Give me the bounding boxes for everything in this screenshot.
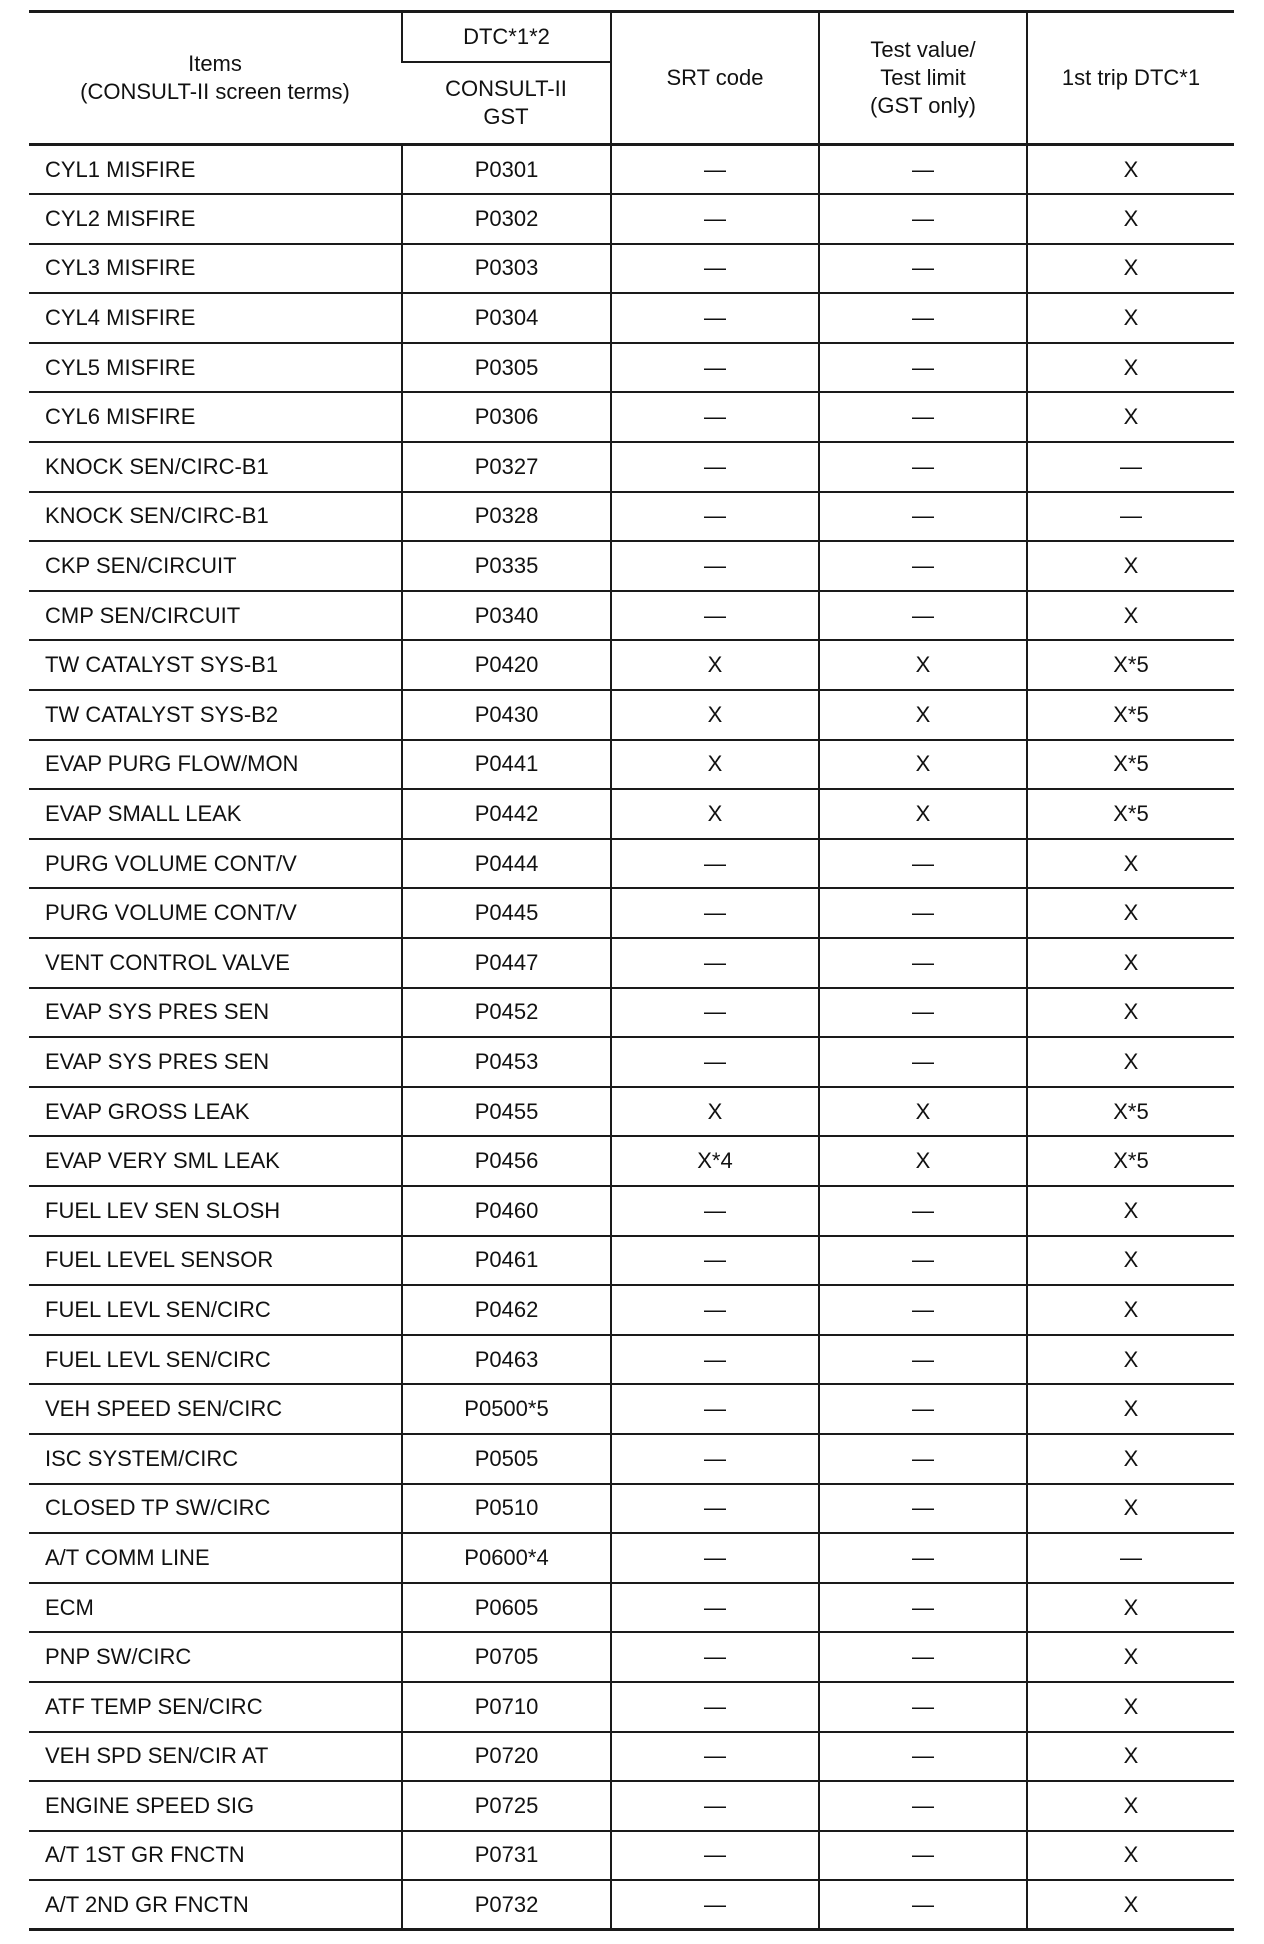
- srt-code-cell: —: [611, 1037, 819, 1087]
- dtc-code-cell: P0720: [402, 1732, 611, 1782]
- test-value-cell: —: [819, 1533, 1027, 1583]
- srt-code-cell: —: [611, 839, 819, 889]
- test-value-cell: —: [819, 839, 1027, 889]
- first-trip-dtc-cell: X: [1027, 1880, 1234, 1930]
- first-trip-dtc-cell: X: [1027, 1831, 1234, 1881]
- test-value-cell: —: [819, 244, 1027, 294]
- dtc-code-cell: P0505: [402, 1434, 611, 1484]
- srt-code-cell: —: [611, 1186, 819, 1236]
- table-row: [29, 1583, 1234, 1633]
- test-value-cell: —: [819, 1781, 1027, 1831]
- header-dtc-label: DTC*1*2: [463, 24, 550, 49]
- srt-code-cell: X: [611, 789, 819, 839]
- header-trip-label: 1st trip DTC*1: [1061, 65, 1201, 90]
- srt-code-cell: —: [611, 1533, 819, 1583]
- test-value-cell: —: [819, 1186, 1027, 1236]
- first-trip-dtc-cell: X: [1027, 1434, 1234, 1484]
- header-test-line3: (GST only): [870, 93, 976, 118]
- item-cell: ENGINE SPEED SIG: [29, 1781, 402, 1831]
- dtc-code-cell: P0605: [402, 1583, 611, 1633]
- test-value-cell: —: [819, 888, 1027, 938]
- first-trip-dtc-cell: X*5: [1027, 690, 1234, 740]
- table-row: [29, 343, 1234, 393]
- srt-code-cell: —: [611, 1632, 819, 1682]
- test-value-cell: —: [819, 988, 1027, 1038]
- test-value-cell: X: [819, 789, 1027, 839]
- item-cell: PURG VOLUME CONT/V: [29, 888, 402, 938]
- item-cell: PURG VOLUME CONT/V: [29, 839, 402, 889]
- table-row: [29, 740, 1234, 790]
- table-row: [29, 1136, 1234, 1186]
- first-trip-dtc-cell: X: [1027, 194, 1234, 244]
- first-trip-dtc-cell: X: [1027, 1037, 1234, 1087]
- item-cell: A/T 1ST GR FNCTN: [29, 1831, 402, 1881]
- dtc-code-cell: P0420: [402, 640, 611, 690]
- header-test: [819, 12, 1027, 145]
- dtc-code-cell: P0327: [402, 442, 611, 492]
- item-cell: EVAP VERY SML LEAK: [29, 1136, 402, 1186]
- first-trip-dtc-cell: X*5: [1027, 1136, 1234, 1186]
- srt-code-cell: —: [611, 1880, 819, 1930]
- item-cell: CMP SEN/CIRCUIT: [29, 591, 402, 641]
- srt-code-cell: —: [611, 145, 819, 195]
- dtc-code-cell: P0463: [402, 1335, 611, 1385]
- srt-code-cell: —: [611, 194, 819, 244]
- dtc-code-cell: P0441: [402, 740, 611, 790]
- item-cell: FUEL LEVL SEN/CIRC: [29, 1285, 402, 1335]
- dtc-code-cell: P0705: [402, 1632, 611, 1682]
- test-value-cell: —: [819, 194, 1027, 244]
- table-row: [29, 492, 1234, 542]
- first-trip-dtc-cell: X: [1027, 343, 1234, 393]
- item-cell: CKP SEN/CIRCUIT: [29, 541, 402, 591]
- dtc-table: [29, 10, 1234, 1931]
- srt-code-cell: —: [611, 1484, 819, 1534]
- test-value-cell: —: [819, 1484, 1027, 1534]
- srt-code-cell: —: [611, 1285, 819, 1335]
- srt-code-cell: —: [611, 392, 819, 442]
- table-row: [29, 988, 1234, 1038]
- srt-code-cell: X: [611, 640, 819, 690]
- table-row: [29, 194, 1234, 244]
- test-value-cell: —: [819, 1236, 1027, 1286]
- first-trip-dtc-cell: X: [1027, 1682, 1234, 1732]
- test-value-cell: —: [819, 442, 1027, 492]
- srt-code-cell: —: [611, 1682, 819, 1732]
- first-trip-dtc-cell: X: [1027, 541, 1234, 591]
- srt-code-cell: —: [611, 1732, 819, 1782]
- first-trip-dtc-cell: —: [1027, 492, 1234, 542]
- first-trip-dtc-cell: X: [1027, 293, 1234, 343]
- test-value-cell: —: [819, 1880, 1027, 1930]
- test-value-cell: —: [819, 492, 1027, 542]
- item-cell: FUEL LEV SEN SLOSH: [29, 1186, 402, 1236]
- header-trip: [1027, 12, 1234, 145]
- table-row: [29, 293, 1234, 343]
- srt-code-cell: —: [611, 1781, 819, 1831]
- dtc-code-cell: P0306: [402, 392, 611, 442]
- dtc-code-cell: P0445: [402, 888, 611, 938]
- srt-code-cell: X: [611, 690, 819, 740]
- item-cell: CYL4 MISFIRE: [29, 293, 402, 343]
- item-cell: CLOSED TP SW/CIRC: [29, 1484, 402, 1534]
- test-value-cell: —: [819, 1682, 1027, 1732]
- dtc-code-cell: P0301: [402, 145, 611, 195]
- table-row: [29, 839, 1234, 889]
- first-trip-dtc-cell: X: [1027, 1335, 1234, 1385]
- table-row: [29, 1335, 1234, 1385]
- dtc-code-cell: P0304: [402, 293, 611, 343]
- dtc-code-cell: P0725: [402, 1781, 611, 1831]
- first-trip-dtc-cell: X: [1027, 1186, 1234, 1236]
- dtc-code-cell: P0456: [402, 1136, 611, 1186]
- srt-code-cell: —: [611, 1831, 819, 1881]
- header-consult-line2: GST: [483, 104, 529, 129]
- table-row: [29, 1285, 1234, 1335]
- test-value-cell: X: [819, 740, 1027, 790]
- test-value-cell: X: [819, 690, 1027, 740]
- first-trip-dtc-cell: X: [1027, 1236, 1234, 1286]
- dtc-code-cell: P0462: [402, 1285, 611, 1335]
- item-cell: KNOCK SEN/CIRC-B1: [29, 442, 402, 492]
- test-value-cell: —: [819, 293, 1027, 343]
- table-body: [29, 145, 1234, 1930]
- srt-code-cell: —: [611, 343, 819, 393]
- srt-code-cell: —: [611, 442, 819, 492]
- table-row: [29, 1880, 1234, 1930]
- item-cell: A/T COMM LINE: [29, 1533, 402, 1583]
- dtc-code-cell: P0731: [402, 1831, 611, 1881]
- item-cell: EVAP PURG FLOW/MON: [29, 740, 402, 790]
- dtc-code-cell: P0710: [402, 1682, 611, 1732]
- header-srt: [611, 12, 819, 145]
- first-trip-dtc-cell: X: [1027, 988, 1234, 1038]
- item-cell: CYL2 MISFIRE: [29, 194, 402, 244]
- srt-code-cell: —: [611, 541, 819, 591]
- table-row: [29, 591, 1234, 641]
- srt-code-cell: —: [611, 988, 819, 1038]
- table-row: [29, 1831, 1234, 1881]
- header-row-1: [29, 12, 1234, 63]
- header-items-line1: Items: [188, 51, 242, 76]
- dtc-code-cell: P0335: [402, 541, 611, 591]
- dtc-code-cell: P0305: [402, 343, 611, 393]
- table-row: [29, 1434, 1234, 1484]
- table-row: [29, 1632, 1234, 1682]
- first-trip-dtc-cell: X: [1027, 1484, 1234, 1534]
- header-items: [29, 12, 402, 145]
- first-trip-dtc-cell: X: [1027, 392, 1234, 442]
- dtc-code-cell: P0460: [402, 1186, 611, 1236]
- table-row: [29, 541, 1234, 591]
- item-cell: TW CATALYST SYS-B1: [29, 640, 402, 690]
- item-cell: CYL6 MISFIRE: [29, 392, 402, 442]
- test-value-cell: —: [819, 145, 1027, 195]
- srt-code-cell: —: [611, 1434, 819, 1484]
- header-test-line2: Test limit: [880, 65, 966, 90]
- item-cell: ISC SYSTEM/CIRC: [29, 1434, 402, 1484]
- dtc-code-cell: P0455: [402, 1087, 611, 1137]
- dtc-code-cell: P0447: [402, 938, 611, 988]
- test-value-cell: —: [819, 1037, 1027, 1087]
- table-header: [29, 12, 1234, 145]
- test-value-cell: —: [819, 343, 1027, 393]
- item-cell: CYL5 MISFIRE: [29, 343, 402, 393]
- dtc-code-cell: P0442: [402, 789, 611, 839]
- dtc-code-cell: P0600*4: [402, 1533, 611, 1583]
- srt-code-cell: —: [611, 888, 819, 938]
- item-cell: ECM: [29, 1583, 402, 1633]
- first-trip-dtc-cell: X: [1027, 1732, 1234, 1782]
- header-test-line1: Test value/: [870, 37, 976, 62]
- dtc-code-cell: P0328: [402, 492, 611, 542]
- table-row: [29, 789, 1234, 839]
- first-trip-dtc-cell: X*5: [1027, 789, 1234, 839]
- table-row: [29, 442, 1234, 492]
- first-trip-dtc-cell: X: [1027, 591, 1234, 641]
- dtc-code-cell: P0461: [402, 1236, 611, 1286]
- item-cell: CYL1 MISFIRE: [29, 145, 402, 195]
- table-row: [29, 1384, 1234, 1434]
- first-trip-dtc-cell: X*5: [1027, 1087, 1234, 1137]
- item-cell: EVAP SYS PRES SEN: [29, 1037, 402, 1087]
- table-row: [29, 1186, 1234, 1236]
- table-row: [29, 1533, 1234, 1583]
- table-row: [29, 1484, 1234, 1534]
- test-value-cell: —: [819, 1384, 1027, 1434]
- table-row: [29, 1037, 1234, 1087]
- first-trip-dtc-cell: X: [1027, 839, 1234, 889]
- dtc-code-cell: P0500*5: [402, 1384, 611, 1434]
- first-trip-dtc-cell: X: [1027, 1781, 1234, 1831]
- item-cell: VENT CONTROL VALVE: [29, 938, 402, 988]
- first-trip-dtc-cell: X: [1027, 1285, 1234, 1335]
- test-value-cell: —: [819, 392, 1027, 442]
- header-consult: [402, 62, 611, 145]
- dtc-code-cell: P0430: [402, 690, 611, 740]
- item-cell: CYL3 MISFIRE: [29, 244, 402, 294]
- first-trip-dtc-cell: X*5: [1027, 740, 1234, 790]
- table-row: [29, 888, 1234, 938]
- test-value-cell: —: [819, 938, 1027, 988]
- srt-code-cell: —: [611, 938, 819, 988]
- test-value-cell: —: [819, 1831, 1027, 1881]
- test-value-cell: X: [819, 1087, 1027, 1137]
- first-trip-dtc-cell: —: [1027, 1533, 1234, 1583]
- first-trip-dtc-cell: X: [1027, 888, 1234, 938]
- table-row: [29, 1682, 1234, 1732]
- first-trip-dtc-cell: X: [1027, 145, 1234, 195]
- table-row: [29, 1781, 1234, 1831]
- srt-code-cell: —: [611, 1384, 819, 1434]
- srt-code-cell: —: [611, 591, 819, 641]
- test-value-cell: —: [819, 1632, 1027, 1682]
- item-cell: FUEL LEVEL SENSOR: [29, 1236, 402, 1286]
- first-trip-dtc-cell: —: [1027, 442, 1234, 492]
- table-row: [29, 1732, 1234, 1782]
- item-cell: PNP SW/CIRC: [29, 1632, 402, 1682]
- header-items-line2: (CONSULT-II screen terms): [80, 79, 350, 104]
- test-value-cell: —: [819, 541, 1027, 591]
- test-value-cell: —: [819, 591, 1027, 641]
- test-value-cell: —: [819, 1732, 1027, 1782]
- srt-code-cell: —: [611, 293, 819, 343]
- test-value-cell: X: [819, 640, 1027, 690]
- srt-code-cell: —: [611, 1583, 819, 1633]
- item-cell: TW CATALYST SYS-B2: [29, 690, 402, 740]
- srt-code-cell: X: [611, 740, 819, 790]
- test-value-cell: —: [819, 1335, 1027, 1385]
- first-trip-dtc-cell: X: [1027, 1384, 1234, 1434]
- table-row: [29, 938, 1234, 988]
- item-cell: KNOCK SEN/CIRC-B1: [29, 492, 402, 542]
- header-dtc: [402, 12, 611, 63]
- item-cell: FUEL LEVL SEN/CIRC: [29, 1335, 402, 1385]
- item-cell: EVAP SYS PRES SEN: [29, 988, 402, 1038]
- test-value-cell: —: [819, 1583, 1027, 1633]
- srt-code-cell: —: [611, 244, 819, 294]
- dtc-code-cell: P0302: [402, 194, 611, 244]
- table-row: [29, 1236, 1234, 1286]
- table-row: [29, 1087, 1234, 1137]
- item-cell: EVAP GROSS LEAK: [29, 1087, 402, 1137]
- table-row: [29, 145, 1234, 195]
- srt-code-cell: X: [611, 1087, 819, 1137]
- dtc-code-cell: P0453: [402, 1037, 611, 1087]
- srt-code-cell: —: [611, 1236, 819, 1286]
- table-row: [29, 690, 1234, 740]
- first-trip-dtc-cell: X: [1027, 1583, 1234, 1633]
- header-srt-label: SRT code: [666, 65, 764, 90]
- first-trip-dtc-cell: X*5: [1027, 640, 1234, 690]
- table-row: [29, 640, 1234, 690]
- dtc-code-cell: P0732: [402, 1880, 611, 1930]
- first-trip-dtc-cell: X: [1027, 1632, 1234, 1682]
- dtc-code-cell: P0510: [402, 1484, 611, 1534]
- item-cell: EVAP SMALL LEAK: [29, 789, 402, 839]
- test-value-cell: X: [819, 1136, 1027, 1186]
- item-cell: A/T 2ND GR FNCTN: [29, 1880, 402, 1930]
- first-trip-dtc-cell: X: [1027, 938, 1234, 988]
- dtc-code-cell: P0452: [402, 988, 611, 1038]
- srt-code-cell: —: [611, 1335, 819, 1385]
- item-cell: VEH SPEED SEN/CIRC: [29, 1384, 402, 1434]
- header-consult-line1: CONSULT-II: [445, 76, 567, 101]
- srt-code-cell: X*4: [611, 1136, 819, 1186]
- test-value-cell: —: [819, 1285, 1027, 1335]
- dtc-code-cell: P0444: [402, 839, 611, 889]
- first-trip-dtc-cell: X: [1027, 244, 1234, 294]
- table-row: [29, 244, 1234, 294]
- item-cell: VEH SPD SEN/CIR AT: [29, 1732, 402, 1782]
- dtc-code-cell: P0340: [402, 591, 611, 641]
- table-row: [29, 392, 1234, 442]
- srt-code-cell: —: [611, 492, 819, 542]
- dtc-code-cell: P0303: [402, 244, 611, 294]
- item-cell: ATF TEMP SEN/CIRC: [29, 1682, 402, 1732]
- test-value-cell: —: [819, 1434, 1027, 1484]
